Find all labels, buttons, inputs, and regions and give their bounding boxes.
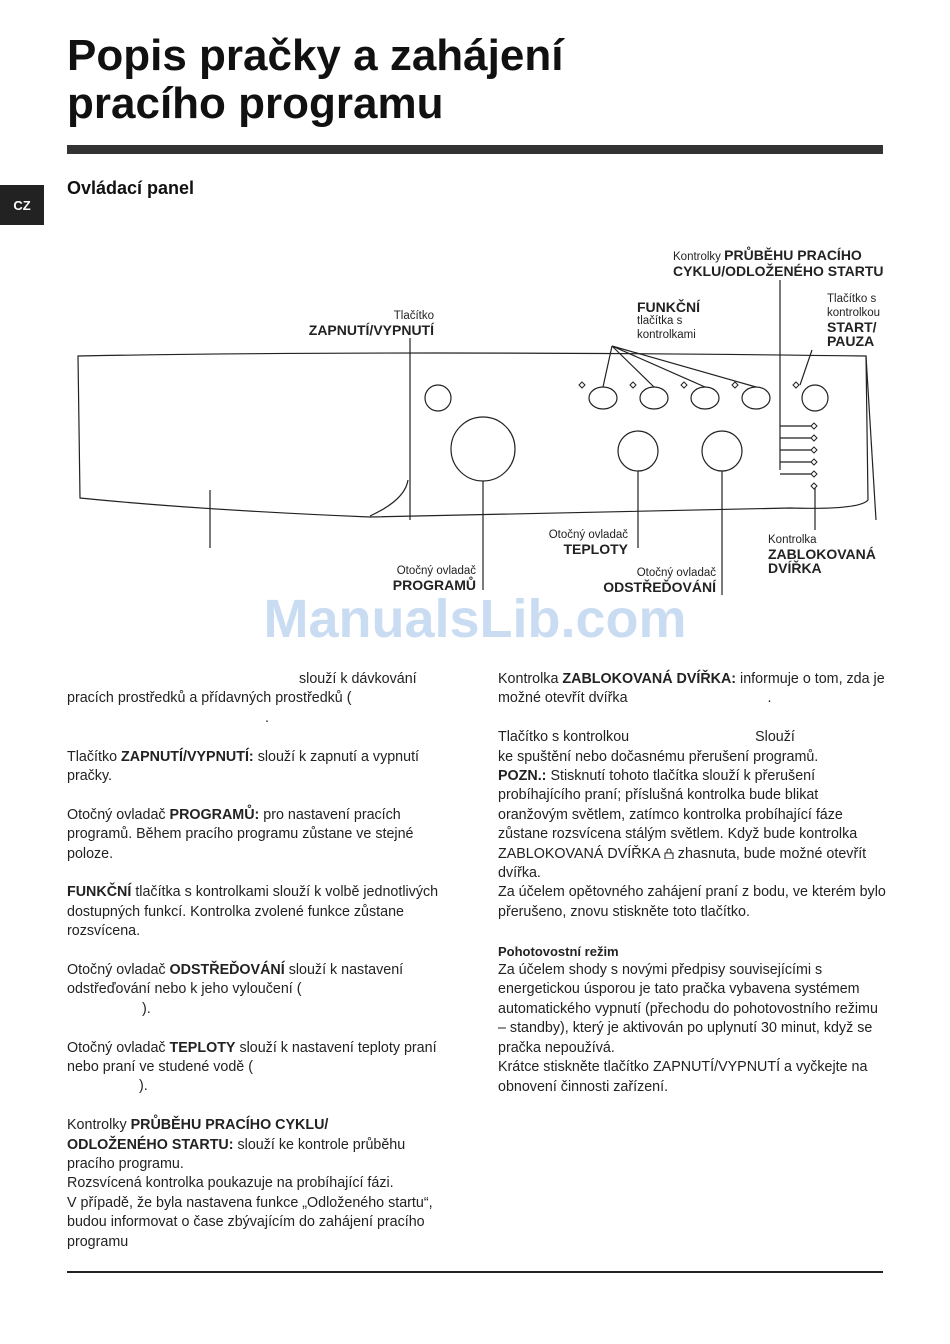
- start-label-bold2: PAUZA: [827, 333, 875, 349]
- programme-label-small: Otočný ovladač: [396, 565, 476, 577]
- power-label-bold: ZAPNUTÍ/VYPNUTÍ: [308, 322, 434, 338]
- p3-rest: pro nastavení pracích programů. Během pracího programu zůstane ve stejné poloze.: [67, 806, 414, 862]
- start-button-shape: [802, 385, 828, 411]
- language-tab: CZ: [0, 185, 44, 225]
- power-label-small: Tlačítko: [393, 310, 434, 322]
- function-buttons-label: [637, 300, 737, 342]
- programme-paragraph: [67, 806, 452, 864]
- function-label-small2: kontrolkami: [637, 329, 696, 341]
- standby-text-1: Za účelem shody s novými předpisy souvisejícími s energetickou úsporou je tato pračka vybavena systémem automatického vypnutí (přechodu do pohotovostního režimu – standby), který je aktivován po uplynutí 30 minut, když se pračka nepoužívá.: [498, 962, 878, 1056]
- door-lock-label-small: Kontrolka: [768, 534, 817, 546]
- p1b: pracích prostředků a přídavných prostředků (: [67, 690, 352, 707]
- progress-indicators-label: [673, 248, 913, 280]
- p1c: .: [265, 709, 269, 726]
- power-button-shape: [425, 385, 451, 411]
- spin-paragraph: [67, 961, 452, 1019]
- p2-pre: Tlačítko: [67, 748, 118, 765]
- p7-bold1: PRŮBĚHU PRACÍHO CYKLU/: [130, 1117, 329, 1134]
- p3-pre: Otočný ovladač: [67, 806, 166, 823]
- p7-bold2: ODLOŽENÉHO STARTU:: [67, 1136, 234, 1153]
- p5-pre: Otočný ovladač: [67, 962, 166, 979]
- q2-c: ke spuštění nebo dočasnému přerušení programů.: [498, 748, 819, 765]
- function-button-1: [589, 387, 617, 409]
- p7-rest: slouží ke kontrole průběhu pracího programu.: [67, 1136, 406, 1173]
- spin-knob-shape: [702, 431, 742, 471]
- bottom-rule: [67, 1271, 883, 1273]
- q2-e: zhasnuta, bude možné otevřít dvířka.: [498, 845, 867, 882]
- progress-label-small: Kontrolky: [673, 251, 721, 263]
- spin-label-small: Otočný ovladač: [636, 567, 716, 579]
- p2-rest: slouží k zapnutí a vypnutí pračky.: [67, 748, 420, 785]
- p7-line3: V případě, že byla nastavena funkce „Odloženého startu“, budou informovat o čase zbývajícím do zahájení pracího programu: [67, 1194, 433, 1250]
- standby-text: [498, 961, 886, 1097]
- start-label-bold1: START/: [827, 319, 877, 335]
- standby-text-2: Krátce stiskněte tlačítko ZAPNUTÍ/VYPNUTÍ a vyčkejte na obnovení činnosti zařízení.: [498, 1059, 868, 1095]
- p3-bold: PROGRAMŮ:: [169, 806, 260, 823]
- q1-rest: informuje o tom, zda je možné otevřít dvířka: [498, 671, 885, 707]
- function-button-2: [640, 387, 668, 409]
- door-lock-paragraph: [498, 670, 886, 709]
- function-button-3: [691, 387, 719, 409]
- page-title-line2: pracího programu: [67, 79, 444, 128]
- q1-end: .: [767, 690, 772, 707]
- detergent-drawer-paragraph: [67, 670, 452, 728]
- p4-rest: tlačítka s kontrolkami slouží k volbě jednotlivých dostupných funkcí. Kontrolka zvolené funkce zůstane rozsvícena.: [67, 884, 439, 940]
- section-title: Ovládací panel: [67, 178, 195, 198]
- p5-rest: slouží k nastavení odstřeďování nebo k jeho vyloučení (: [67, 962, 404, 998]
- temperature-knob-label: [508, 528, 628, 556]
- q2-f: Za účelem opětovného zahájení praní z bodu, ve kterém bylo přerušeno, znovu stiskněte toto tlačítko.: [498, 884, 886, 920]
- function-label-small1: tlačítka s: [637, 315, 683, 327]
- start-label-small1: Tlačítko s: [827, 293, 877, 305]
- function-button-4: [742, 387, 770, 409]
- q2-b: Slouží: [755, 729, 795, 746]
- door-lock-label-bold2: DVÍŘKA: [768, 560, 822, 576]
- page-title-line1: Popis pračky a zahájení: [67, 31, 564, 80]
- temperature-knob-shape: [618, 431, 658, 471]
- p7-pre: Kontrolky: [67, 1117, 127, 1134]
- p5-bold: ODSTŘEĎOVÁNÍ: [169, 962, 285, 979]
- right-column: [498, 670, 886, 1097]
- start-pause-label: [827, 292, 907, 348]
- watermark: ManualsLib.com: [263, 589, 687, 649]
- progress-label-bold1: PRŮBĚHU PRACÍHO: [724, 247, 862, 263]
- panel-outline: [78, 353, 868, 517]
- q2-bold: POZN.:: [498, 768, 547, 785]
- function-label-bold: FUNKČNÍ: [637, 299, 700, 315]
- p6-pre: Otočný ovladač: [67, 1039, 166, 1056]
- standby-title: Pohotovostní režim: [498, 943, 619, 959]
- p6-bold: TEPLOTY: [169, 1039, 236, 1056]
- temperature-label-bold: TEPLOTY: [563, 541, 628, 557]
- p5-end: ).: [142, 1000, 151, 1017]
- q1-pre: Kontrolka: [498, 671, 559, 687]
- spin-label-bold: ODSTŘEĎOVÁNÍ: [603, 579, 716, 595]
- p1a: slouží k dávkování: [299, 671, 417, 687]
- start-label-small2: kontrolkou: [827, 307, 881, 319]
- start-pause-paragraph: [498, 728, 886, 922]
- function-paragraph: [67, 883, 452, 941]
- q1-bold: ZABLOKOVANÁ DVÍŘKA:: [562, 671, 737, 687]
- p2-bold: ZAPNUTÍ/VYPNUTÍ:: [121, 748, 254, 765]
- p7-line2: Rozsvícená kontrolka poukazuje na probíhající fázi.: [67, 1175, 394, 1192]
- q2-a: Tlačítko s kontrolkou: [498, 729, 630, 746]
- q2-d: Stisknutí tohoto tlačítka slouží k přerušení probíhajícího praní; příslušná kontrolka bude blikat oranžovým světlem, zatímco kontrolka probíhající fáze zůstane rozsvícena stálým světlem. Když bude kontrolka ZABLOKOVANÁ DVÍŘKA: [498, 768, 858, 862]
- programme-knob-shape: [451, 417, 515, 481]
- power-button-label: [270, 309, 434, 337]
- progress-paragraph: [67, 1116, 452, 1252]
- programme-label-bold: PROGRAMŮ: [392, 577, 476, 593]
- temperature-label-small: Otočný ovladač: [548, 529, 628, 541]
- power-paragraph: [67, 748, 452, 787]
- p6-rest: slouží k nastavení teploty praní nebo praní ve studené vodě (: [67, 1039, 437, 1076]
- temperature-paragraph: [67, 1039, 452, 1097]
- lock-icon: [664, 848, 674, 859]
- progress-label-bold2: CYKLU/ODLOŽENÉHO STARTU: [673, 263, 884, 279]
- door-lock-label-bold1: ZABLOKOVANÁ: [768, 546, 876, 562]
- p4-bold: FUNKČNÍ: [67, 884, 132, 901]
- left-column: [67, 670, 452, 1271]
- door-lock-label: [768, 533, 908, 575]
- p6-end: ).: [139, 1078, 148, 1095]
